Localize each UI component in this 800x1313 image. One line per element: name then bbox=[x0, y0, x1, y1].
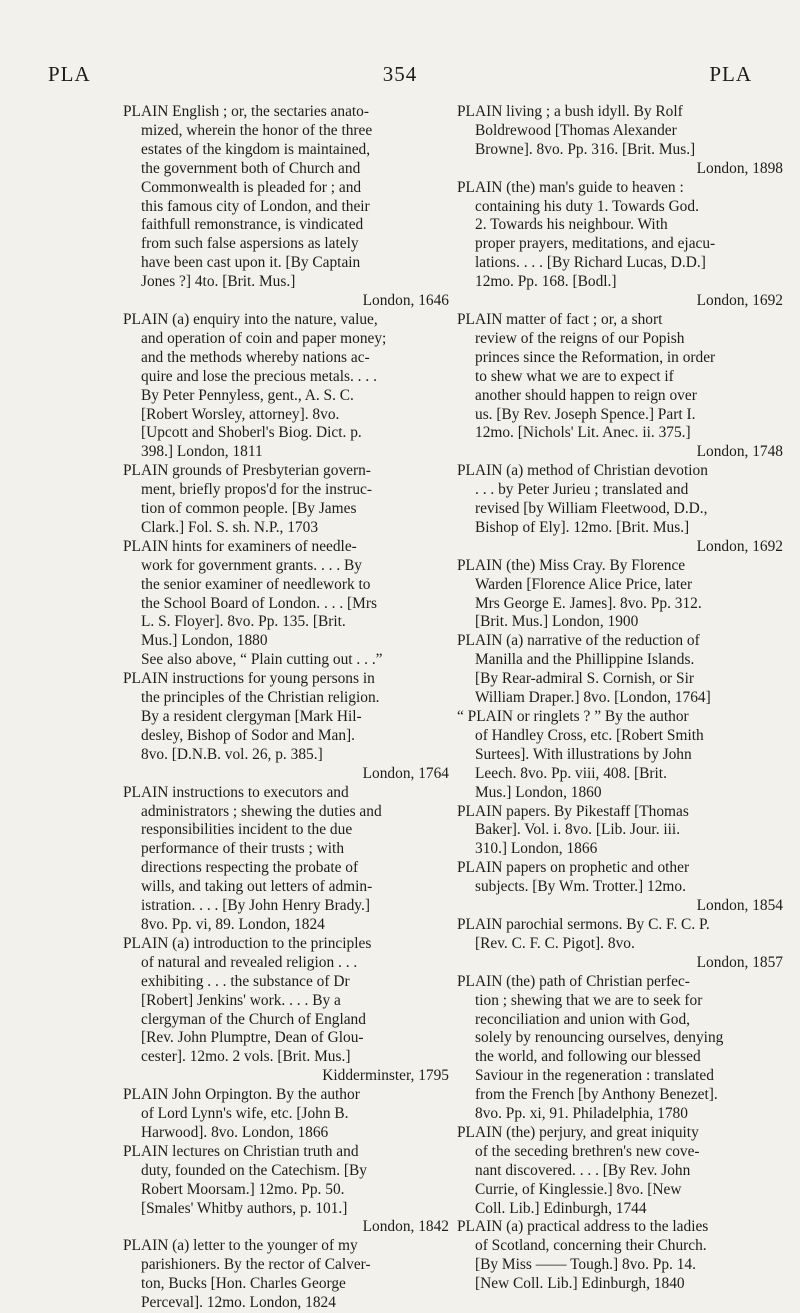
entry-line: subjects. [By Wm. Trotter.] 12mo. bbox=[475, 878, 686, 896]
entry-heading-line: PLAIN English ; or, the sectaries anato- bbox=[123, 103, 369, 120]
catalogue-entry bbox=[457, 708, 791, 803]
entry-line: exhibiting . . . the substance of Dr bbox=[141, 972, 350, 990]
entry-line: Mus.] London, 1880 bbox=[141, 632, 268, 650]
entry-heading-line: PLAIN papers on prophetic and other bbox=[457, 859, 690, 877]
entry-imprint: London, 1646 bbox=[362, 292, 449, 310]
entry-line: Robert Moorsam.] 12mo. Pp. 50. bbox=[141, 1180, 345, 1198]
entry-line: Surtees]. With illustrations by John bbox=[475, 745, 692, 763]
catalogue-entry bbox=[123, 1143, 457, 1238]
entry-line: parishioners. By the rector of Calver- bbox=[141, 1256, 371, 1274]
entry-heading-line: PLAIN matter of fact ; or, a short bbox=[457, 310, 663, 328]
entry-heading-line: PLAIN (a) enquiry into the nature, value, bbox=[123, 310, 378, 328]
entry-line: By a resident clergyman [Mark Hil- bbox=[141, 708, 362, 725]
entry-line: duty, founded on the Catechism. [By bbox=[141, 1161, 367, 1179]
entry-line: 12mo. [Nichols' Lit. Anec. ii. 375.] bbox=[475, 424, 691, 442]
entry-heading-line: “ PLAIN or ringlets ? ” By the author bbox=[457, 708, 689, 725]
right-column bbox=[457, 103, 791, 1294]
entry-line: reconciliation and union with God, bbox=[475, 1010, 690, 1028]
entry-line: Mus.] London, 1860 bbox=[475, 783, 602, 801]
entry-line: 8vo. [D.N.B. vol. 26, p. 385.] bbox=[141, 745, 323, 763]
entry-line: the world, and following our blessed bbox=[475, 1048, 701, 1066]
entry-line: the principles of the Christian religion. bbox=[141, 689, 380, 707]
entry-line: 12mo. Pp. 168. [Bodl.] bbox=[475, 273, 617, 291]
running-head-left: PLA bbox=[48, 62, 91, 86]
entry-line: the senior examiner of needlework to bbox=[141, 575, 371, 593]
page-number: 354 bbox=[382, 62, 418, 86]
entry-line: Boldrewood [Thomas Alexander bbox=[475, 121, 677, 139]
entry-line: [By Rear-admiral S. Cornish, or Sir bbox=[475, 670, 694, 688]
entry-heading-line: PLAIN grounds of Presbyterian govern- bbox=[123, 462, 371, 480]
entry-line: princes since the Reformation, in order bbox=[475, 348, 716, 366]
entry-line: of Lord Lynn's wife, etc. [John B. bbox=[141, 1105, 349, 1123]
catalogue-entry bbox=[457, 632, 791, 708]
entry-line: Commonwealth is pleaded for ; and bbox=[141, 178, 362, 196]
entry-line: cester]. 12mo. 2 vols. [Brit. Mus.] bbox=[141, 1048, 351, 1066]
entry-line: and operation of coin and paper money; bbox=[141, 329, 387, 347]
entry-line: nant discovered. . . . [By Rev. John bbox=[475, 1161, 691, 1179]
entry-line: Baker]. Vol. i. 8vo. [Lib. Jour. iii. bbox=[475, 821, 681, 839]
entry-heading-line: PLAIN (a) introduction to the principles bbox=[123, 934, 372, 952]
catalogue-entry bbox=[123, 103, 457, 311]
entry-line: lations. . . . [By Richard Lucas, D.D.] bbox=[475, 254, 706, 272]
entry-imprint: London, 1748 bbox=[696, 443, 783, 461]
catalogue-entry bbox=[457, 462, 791, 557]
entry-line: [Robert] Jenkins' work. . . . By a bbox=[141, 991, 341, 1009]
entry-heading-line: PLAIN (the) perjury, and great iniquity bbox=[457, 1123, 699, 1141]
entry-line: containing his duty 1. Towards God. bbox=[475, 197, 699, 215]
entry-line: administrators ; shewing the duties and bbox=[141, 802, 382, 820]
entry-heading-line: PLAIN (the) man's guide to heaven : bbox=[457, 178, 684, 196]
entry-line: Currie, of Kinglessie.] 8vo. [New bbox=[475, 1180, 682, 1198]
entry-heading-line: PLAIN parochial sermons. By C. F. C. P. bbox=[457, 915, 710, 933]
catalogue-entry bbox=[457, 973, 791, 1124]
entry-line: Harwood]. 8vo. London, 1866 bbox=[141, 1123, 329, 1141]
catalogue-entry bbox=[457, 311, 791, 462]
entry-line: Mrs George E. James]. 8vo. Pp. 312. bbox=[475, 594, 702, 612]
entry-line: Manilla and the Phillippine Islands. bbox=[475, 651, 695, 669]
entry-line: quire and lose the precious metals. . . . bbox=[141, 367, 377, 385]
entry-line: 310.] London, 1866 bbox=[475, 840, 598, 858]
entry-line: [Robert Worsley, attorney]. 8vo. bbox=[141, 405, 340, 423]
catalogue-entry bbox=[457, 103, 791, 179]
entry-line: 2. Towards his neighbour. With bbox=[475, 216, 668, 234]
entry-line: Browne]. 8vo. Pp. 316. [Brit. Mus.] bbox=[475, 140, 696, 158]
entry-heading-line: PLAIN (a) narrative of the reduction of bbox=[457, 632, 700, 650]
entry-heading-line: PLAIN living ; a bush idyll. By Rolf bbox=[457, 103, 683, 120]
entry-line: another should happen to reign over bbox=[475, 386, 697, 404]
entry-line: work for government grants. . . . By bbox=[141, 556, 362, 574]
entry-line: Warden [Florence Alice Price, later bbox=[475, 575, 693, 593]
entry-line: . . . by Peter Jurieu ; translated and bbox=[475, 481, 689, 499]
entry-line: desley, Bishop of Sodor and Man]. bbox=[141, 726, 356, 744]
entry-line: us. [By Rev. Joseph Spence.] Part I. bbox=[475, 405, 696, 423]
entry-line: the government both of Church and bbox=[141, 159, 361, 177]
entry-heading-line: PLAIN (a) practical address to the ladies bbox=[457, 1218, 709, 1236]
entry-heading-line: PLAIN hints for examiners of needle- bbox=[123, 537, 357, 555]
entry-line: tion ; shewing that we are to seek for bbox=[475, 991, 703, 1009]
entry-line: Leech. 8vo. Pp. viii, 408. [Brit. bbox=[475, 764, 667, 782]
entry-line: to shew what we are to expect if bbox=[475, 367, 674, 385]
entry-imprint: London, 1857 bbox=[696, 953, 783, 971]
entry-line: of natural and revealed religion . . . bbox=[141, 953, 358, 971]
entry-imprint: London, 1764 bbox=[362, 764, 449, 782]
entry-line: wills, and taking out letters of admin- bbox=[141, 878, 373, 896]
entry-line: See also above, “ Plain cutting out . . .” bbox=[141, 651, 383, 669]
catalogue-entry bbox=[123, 311, 457, 462]
entry-line: 8vo. Pp. xi, 91. Philadelphia, 1780 bbox=[475, 1105, 688, 1123]
entry-line: Perceval]. 12mo. London, 1824 bbox=[141, 1294, 336, 1312]
entry-line: Jones ?] 4to. [Brit. Mus.] bbox=[141, 273, 296, 291]
entry-heading-line: PLAIN (a) letter to the younger of my bbox=[123, 1237, 358, 1255]
entry-imprint: London, 1854 bbox=[696, 897, 783, 915]
entry-heading-line: PLAIN instructions for young persons in bbox=[123, 670, 375, 688]
entry-line: [Brit. Mus.] London, 1900 bbox=[475, 613, 639, 631]
catalogue-entry bbox=[123, 670, 457, 783]
entry-line: from such false aspersions as lately bbox=[141, 235, 359, 253]
entry-line: directions respecting the probate of bbox=[141, 859, 359, 877]
entry-line: [New Coll. Lib.] Edinburgh, 1840 bbox=[475, 1275, 685, 1293]
left-column bbox=[123, 103, 457, 1313]
catalogue-entry bbox=[457, 179, 791, 311]
entry-line: 8vo. Pp. vi, 89. London, 1824 bbox=[141, 915, 325, 933]
entry-line: istration. . . . [By John Henry Brady.] bbox=[141, 897, 370, 915]
running-head-right: PLA bbox=[709, 62, 752, 86]
catalogue-entry bbox=[457, 916, 791, 973]
entry-line: Clark.] Fol. S. sh. N.P., 1703 bbox=[141, 518, 319, 536]
entry-imprint: London, 1842 bbox=[362, 1218, 449, 1236]
entry-line: By Peter Pennyless, gent., A. S. C. bbox=[141, 386, 354, 404]
entry-line: revised [by William Fleetwood, D.D., bbox=[475, 500, 708, 518]
entry-line: [Smales' Whitby authors, p. 101.] bbox=[141, 1199, 348, 1217]
catalogue-entry bbox=[123, 1237, 457, 1313]
catalogue-entry bbox=[123, 784, 457, 935]
catalogue-entry bbox=[457, 803, 791, 860]
entry-heading-line: PLAIN John Orpington. By the author bbox=[123, 1086, 360, 1104]
entry-line: faithfull remonstrance, is vindicated bbox=[141, 216, 364, 234]
entry-line: L. S. Floyer]. 8vo. Pp. 135. [Brit. bbox=[141, 613, 346, 631]
entry-line: ment, briefly propos'd for the instruc- bbox=[141, 481, 373, 499]
entry-line: of Handley Cross, etc. [Robert Smith bbox=[475, 726, 704, 744]
entry-heading-line: PLAIN instructions to executors and bbox=[123, 783, 349, 801]
entry-line: the School Board of London. . . . [Mrs bbox=[141, 594, 377, 612]
catalogue-entry bbox=[457, 859, 791, 916]
entry-line: of Scotland, concerning their Church. bbox=[475, 1237, 707, 1255]
entry-imprint: Kidderminster, 1795 bbox=[322, 1067, 449, 1085]
entry-line: proper prayers, meditations, and ejacu- bbox=[475, 235, 716, 253]
entry-line: ton, Bucks [Hon. Charles George bbox=[141, 1275, 346, 1293]
entry-line: review of the reigns of our Popish bbox=[475, 329, 685, 347]
catalogue-entry bbox=[123, 935, 457, 1086]
entry-line: and the methods whereby nations ac- bbox=[141, 348, 370, 366]
entry-line: estates of the kingdom is maintained, bbox=[141, 140, 371, 158]
catalogue-entry bbox=[457, 557, 791, 633]
entry-heading-line: PLAIN (the) path of Christian perfec- bbox=[457, 972, 690, 990]
entry-line: William Draper.] 8vo. [London, 1764] bbox=[475, 689, 711, 707]
entry-line: have been cast upon it. [By Captain bbox=[141, 254, 361, 272]
catalogue-entry bbox=[457, 1124, 791, 1219]
entry-line: clergyman of the Church of England bbox=[141, 1010, 366, 1028]
entry-line: from the French [by Anthony Benezet]. bbox=[475, 1086, 718, 1104]
entry-line: 398.] London, 1811 bbox=[141, 443, 263, 461]
entry-imprint: London, 1898 bbox=[696, 159, 783, 177]
entry-line: responsibilities incident to the due bbox=[141, 821, 353, 839]
catalogue-entry bbox=[123, 538, 457, 670]
entry-line: Bishop of Ely]. 12mo. [Brit. Mus.] bbox=[475, 518, 690, 536]
entry-line: [Rev. C. F. C. Pigot]. 8vo. bbox=[475, 934, 635, 952]
entry-line: of the seceding brethren's new cove- bbox=[475, 1142, 700, 1160]
entry-heading-line: PLAIN lectures on Christian truth and bbox=[123, 1142, 359, 1160]
entry-line: performance of their trusts ; with bbox=[141, 840, 345, 858]
entry-heading-line: PLAIN (the) Miss Cray. By Florence bbox=[457, 556, 686, 574]
entry-line: [Upcott and Shoberl's Biog. Dict. p. bbox=[141, 424, 362, 442]
entry-heading-line: PLAIN (a) method of Christian devotion bbox=[457, 462, 708, 480]
catalogue-entry bbox=[123, 1086, 457, 1143]
entry-imprint: London, 1692 bbox=[696, 537, 783, 555]
entry-line: Saviour in the regeneration : translated bbox=[475, 1067, 714, 1085]
entry-line: tion of common people. [By James bbox=[141, 500, 357, 518]
entry-line: mized, wherein the honor of the three bbox=[141, 121, 373, 139]
entry-line: this famous city of London, and their bbox=[141, 197, 370, 215]
page-header bbox=[0, 62, 800, 92]
entry-line: Coll. Lib.] Edinburgh, 1744 bbox=[475, 1199, 647, 1217]
catalogue-entry bbox=[123, 462, 457, 538]
entry-heading-line: PLAIN papers. By Pikestaff [Thomas bbox=[457, 802, 689, 820]
entry-imprint: London, 1692 bbox=[696, 292, 783, 310]
catalogue-entry bbox=[457, 1218, 791, 1294]
entry-line: solely by renouncing ourselves, denying bbox=[475, 1029, 724, 1047]
entry-line: [By Miss —— Tough.] 8vo. Pp. 14. bbox=[475, 1256, 696, 1274]
entry-line: [Rev. John Plumptre, Dean of Glou- bbox=[141, 1029, 364, 1047]
